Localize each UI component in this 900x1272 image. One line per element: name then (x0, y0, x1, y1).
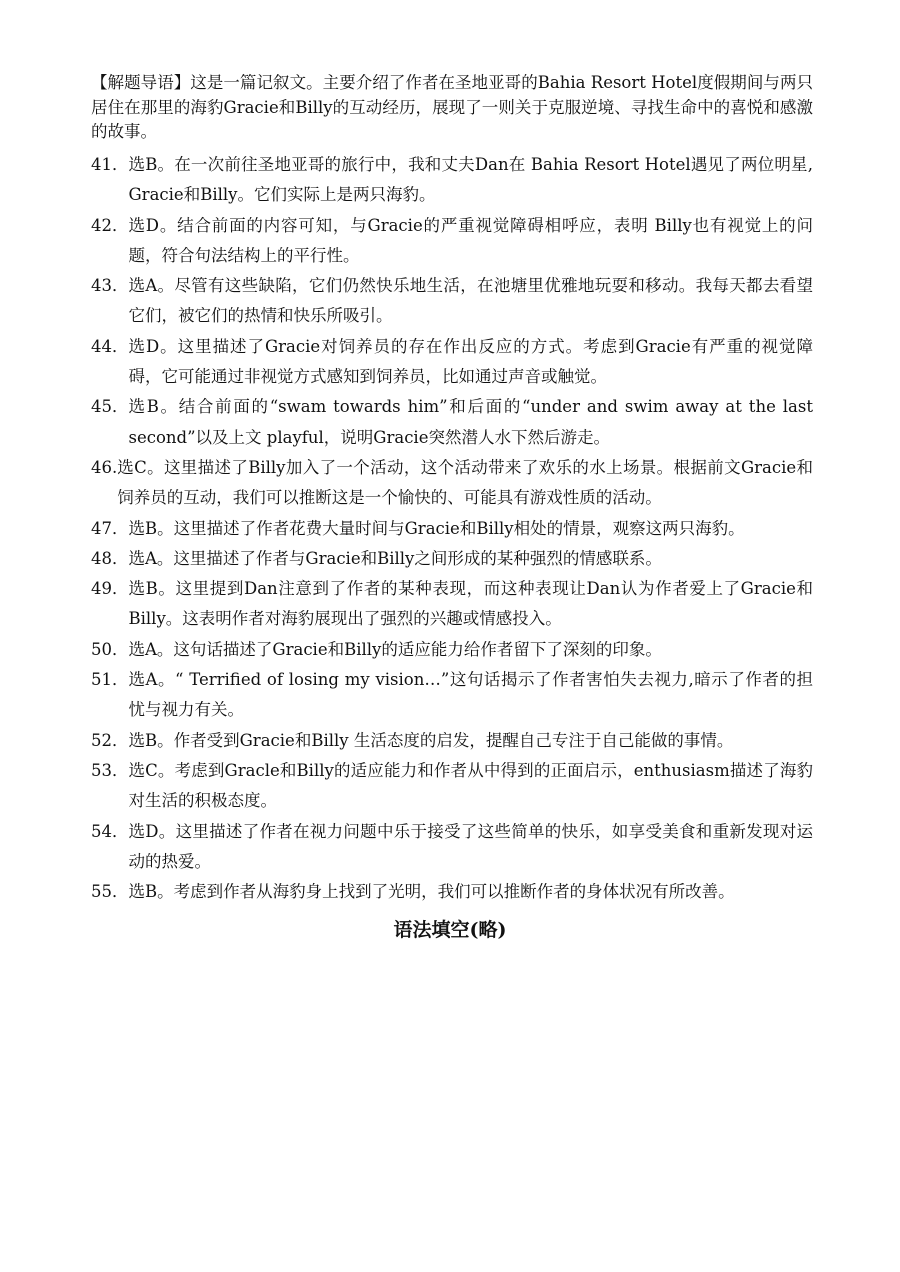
item-number: 42． (91, 215, 129, 235)
intro-paragraph: 【解题导语】这是一篇记叙文。主要介绍了作者在圣地亚哥的Bahia Resort Hotel度假期间与两只居住在那里的海豹Gracie和Billy的互动经历，展现了一则关于克服逆境、寻找生命中的喜悦和感激的故事。 (91, 73, 813, 141)
answer-item-42 (91, 211, 813, 272)
item-text: 选B。结合前面的“swam towards him”和后面的“under and swim away at the last second”以及上文 playful，说明Gracie突然潜人水下然后游走。 (128, 397, 813, 447)
answer-item-53 (91, 756, 813, 817)
answer-item-45 (91, 392, 813, 453)
item-number: 41． (91, 155, 129, 174)
answer-item-44 (91, 332, 813, 393)
answer-item-47 (91, 514, 813, 544)
item-text: 选C。考虑到Gracle和Billy的适应能力和作者从中得到的正面启示，enthusiasm描述了海豹对生活的积极态度。 (128, 760, 813, 811)
item-text: 选B。这里描述了作者花费大量时间与Gracie和Billy相处的情景，观察这两只海豹。 (128, 518, 745, 538)
item-number: 52． (91, 730, 129, 750)
item-text: 选B。作者受到Gracie和Billy 生活态度的启发，提醒自己专注于自己能做的事情。 (128, 730, 734, 750)
item-text: 选D。这里描述了Gracie对饲养员的存在作出反应的方式。考虑到Gracie有严重的视觉障碍，它可能通过非视觉方式感知到饲养员，比如通过声音或触觉。 (128, 336, 813, 387)
item-text: 选A。“ Terrified of losing my vision…”这句话揭示了作者害怕失去视力,暗示了作者的担忧与视力有关。 (128, 670, 813, 720)
item-text: 选B。考虑到作者从海豹身上找到了光明，我们可以推断作者的身体状况有所改善。 (128, 882, 735, 902)
item-text: 选C。这里描述了Billy加入了一个活动，这个活动带来了欢乐的水上场景。根据前文Gracie和饲养员的互动，我们可以推断这是一个愉快的、可能具有游戏性质的活动。 (117, 457, 813, 508)
item-number: 47． (91, 518, 129, 538)
item-number: 49． (91, 579, 129, 599)
item-number: 53． (91, 760, 129, 780)
item-number: 51． (91, 670, 129, 690)
answer-item-52 (91, 726, 813, 756)
answer-item-48 (91, 544, 813, 574)
section-heading: 语法填空(略) (393, 919, 507, 941)
answer-item-49 (91, 574, 813, 635)
item-text: 选B。这里提到Dan注意到了作者的某种表现，而这种表现让Dan认为作者爱上了Gracie和 Billy。这表明作者对海豹展现出了强烈的兴趣或情感投入。 (128, 579, 813, 629)
item-text: 选A。这句话描述了Gracie和Billy的适应能力给作者留下了深刻的印象。 (128, 639, 662, 659)
item-number: 55． (91, 882, 129, 902)
item-number: 44． (91, 336, 129, 356)
item-text: 选D。结合前面的内容可知，与Gracie的严重视觉障碍相呼应，表明 Billy也有视觉上的问题，符合句法结构上的平行性。 (128, 215, 813, 265)
item-number: 45． (91, 397, 129, 417)
item-number: 46. (91, 457, 118, 477)
item-text: 选D。这里描述了作者在视力问题中乐于接受了这些简单的快乐，如享受美食和重新发现对运动的热爱。 (128, 821, 813, 871)
item-text: 选A。这里描述了作者与Gracie和Billy之间形成的某种强烈的情感联系。 (128, 548, 662, 568)
item-number: 48． (91, 548, 129, 568)
item-text: 选A。尽管有这些缺陷，它们仍然快乐地生活，在池塘里优雅地玩耍和移动。我每天都去看望它们，被它们的热情和快乐所吸引。 (128, 276, 813, 326)
answer-item-46 (91, 453, 813, 514)
answer-list (91, 150, 813, 907)
answer-item-54 (91, 817, 813, 878)
answer-item-51 (91, 665, 813, 726)
item-text: 选B。在一次前往圣地亚哥的旅行中，我和丈夫Dan在 Bahia Resort Hotel遇见了两位明星, Gracie和Billy。它们实际上是两只海豹。 (128, 155, 813, 205)
item-number: 43． (91, 276, 129, 296)
item-number: 54． (91, 821, 129, 841)
answer-item-55 (91, 877, 813, 907)
item-number: 50． (91, 639, 129, 659)
answer-item-41 (91, 150, 813, 211)
answer-item-43 (91, 271, 813, 332)
answer-item-50 (91, 635, 813, 665)
